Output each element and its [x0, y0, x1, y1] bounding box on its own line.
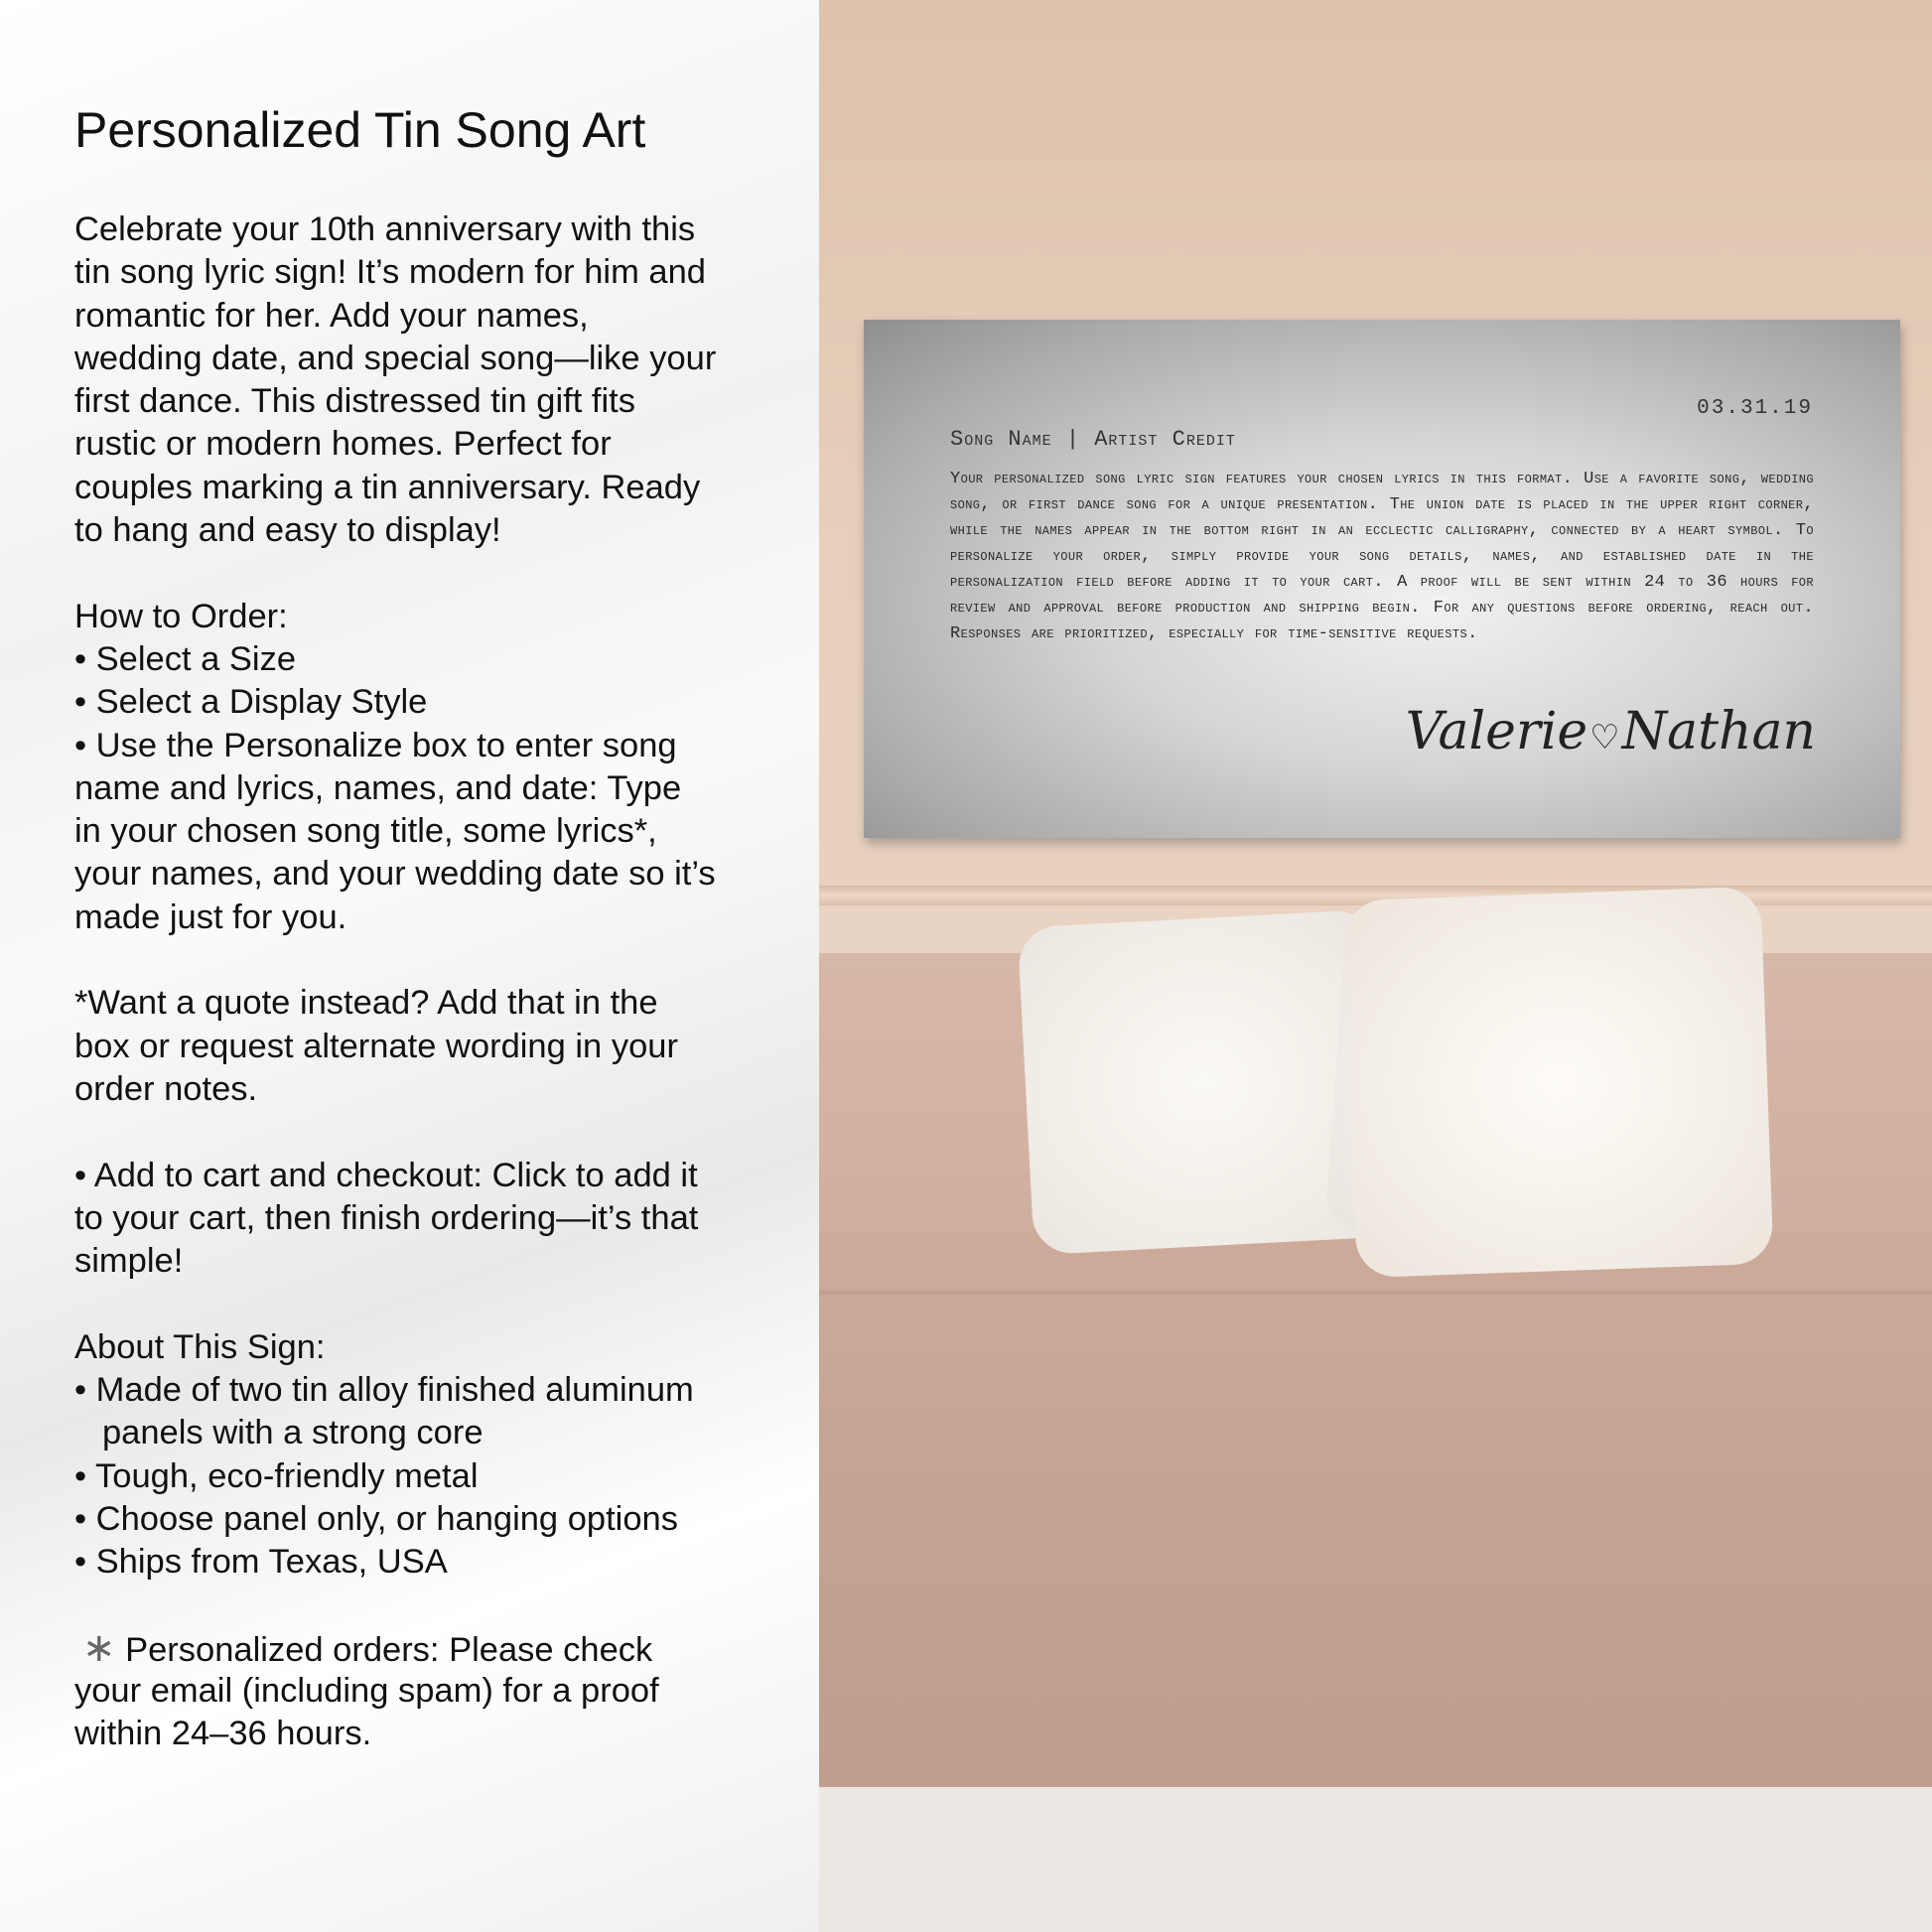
text-line: • Made of two tin alloy finished aluminum: [74, 1371, 694, 1410]
text-line: *Want a quote instead? Add that in the: [74, 984, 658, 1023]
how-to-order-section: [74, 596, 716, 939]
name-1: Valerie: [1405, 702, 1588, 761]
text-line: • Select a Size: [74, 639, 297, 678]
sofa-seat: [819, 1231, 1932, 1787]
text-line: simple!: [74, 1242, 184, 1281]
text-line: • Choose panel only, or hanging options: [74, 1499, 678, 1538]
sign-names: [1406, 702, 1816, 761]
pillow-front: [1343, 887, 1773, 1278]
section-heading: About This Sign:: [74, 1327, 326, 1366]
floor-rug: [819, 1787, 1932, 1932]
text-line: rustic or modern homes. Perfect for: [74, 425, 612, 464]
text-line: panels with a strong core: [102, 1414, 483, 1452]
text-line: • Use the Personalize box to enter song: [74, 726, 677, 764]
page-title: Personalized Tin Song Art: [74, 102, 646, 158]
text-line: made just for you.: [74, 897, 347, 936]
text-line: order notes.: [74, 1069, 258, 1108]
quote-note: [74, 982, 716, 1111]
name-2: Nathan: [1621, 702, 1816, 761]
text-line: Personalized orders: Please check: [125, 1630, 653, 1669]
text-line: name and lyrics, names, and date: Type: [74, 768, 682, 807]
sign-date: 03.31.19: [1697, 397, 1813, 420]
intro-paragraph: [74, 208, 716, 552]
text-line: Celebrate your 10th anniversary with this: [74, 210, 696, 248]
text-line: first dance. This distressed tin gift fits: [74, 382, 636, 421]
cart-note: [74, 1155, 716, 1284]
text-line: • Ships from Texas, USA: [74, 1543, 448, 1582]
text-line: to hang and easy to display!: [74, 511, 501, 550]
description-body: [74, 208, 716, 1756]
sign-lyrics: Your personalized song lyric sign features your chosen lyrics in this format. Use a favorite song, wedding song, or first dance song for a unique presentation. The union date is placed in the upper right corner, while the names appear in the bottom right in an ecclectic calligraphy, connected by a heart symbol. To personalize your order, simply provide your song details, names, and established date in the personalization field before adding it to your cart. A proof will be sent within 24 to 36 hours for review and approval before production and shipping begin. For any questions before ordering, reach out. Responses are prioritized, especially for time-sensitive requests.: [950, 470, 1814, 643]
sign-song-heading: Song Name | Artist Credit: [950, 427, 1236, 452]
product-photo: [819, 0, 1932, 1932]
about-section: [74, 1326, 716, 1585]
heart-icon: ♡: [1589, 718, 1620, 758]
tin-song-sign: [864, 320, 1900, 838]
section-heading: How to Order:: [74, 597, 288, 635]
text-line: • Add to cart and checkout: Click to add it: [74, 1156, 698, 1194]
text-line: wedding date, and special song—like your: [74, 339, 717, 377]
text-line: to your cart, then finish ordering—it’s that: [74, 1198, 699, 1237]
text-line: your names, and your wedding date so it’s: [74, 855, 716, 894]
asterisk-icon: ∗: [82, 1625, 116, 1670]
text-line: • Select a Display Style: [74, 683, 428, 722]
text-line: within 24–36 hours.: [74, 1715, 372, 1753]
text-line: couples marking a tin anniversary. Ready: [74, 468, 701, 506]
text-line: in your chosen song title, some lyrics*,: [74, 812, 657, 851]
description-panel: [0, 0, 819, 1932]
text-line: romantic for her. Add your names,: [74, 296, 589, 335]
text-line: box or request alternate wording in your: [74, 1027, 678, 1065]
text-line: • Tough, eco-friendly metal: [74, 1456, 479, 1495]
text-line: tin song lyric sign! It’s modern for him and: [74, 253, 706, 292]
proof-note: [74, 1627, 716, 1756]
sofa-seat-edge: [819, 1291, 1932, 1295]
text-line: your email (including spam) for a proof: [74, 1672, 659, 1711]
